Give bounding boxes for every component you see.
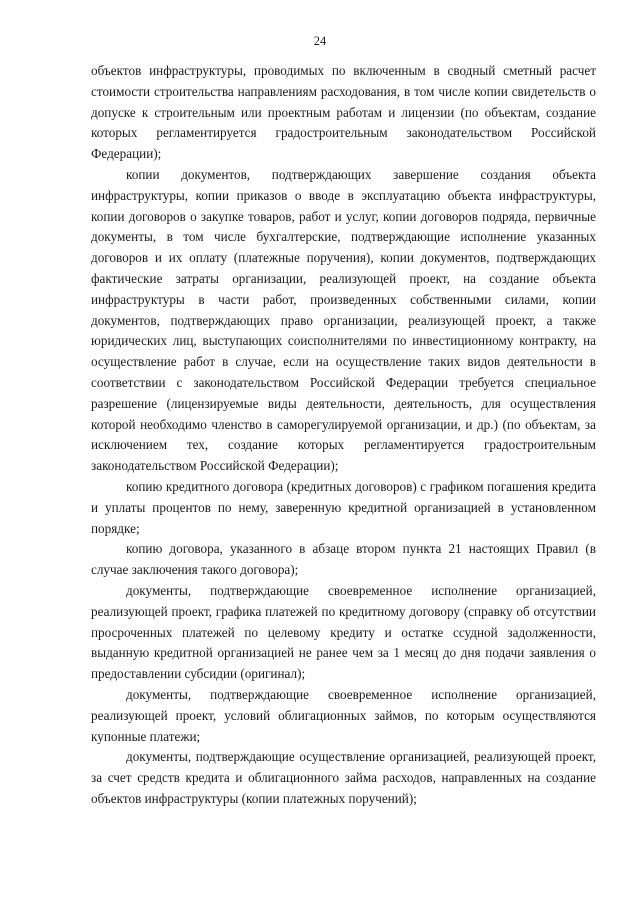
paragraph-payment-schedule: документы, подтверждающие своевременное исполнение организацией, реализующей проект, графика платежей по кредитному договору (справку об отсутствии просроченных платежей по целевому кредиту и остатке ссудной задолженности, выданную кредитной организацией не ранее чем за 1 месяц до дня подачи заявления о предоставлении субсидии (оригинал); (91, 582, 596, 682)
page-number: 24 (313, 34, 327, 48)
paragraph-expense-proof: документы, подтверждающие осуществление организацией, реализующей проект, за счет средств кредита и облигационного займа расходов, направленных на создание объектов инфраструктуры (копии платежных поручений); (91, 749, 596, 806)
paragraph-continuation: объектов инфраструктуры, проводимых по включенным в сводный сметный расчет стоимости строительства направлениям расходования, в том числе копии свидетельств о допуске к строительным или проектным работам и лицензии (по объектам, создание которых регламентируется градостроительным законодательством Российской Федерации); (91, 63, 596, 162)
paragraph-contract-copy: копию договора, указанного в абзаце втором пункта 21 настоящих Правил (в случае заключения такого договора); (91, 541, 596, 578)
document-body (91, 61, 596, 810)
paragraph-bond-coupons: документы, подтверждающие своевременное исполнение организацией, реализующей проект, условий облигационных займов, по которым осуществляются купонные платежи; (91, 686, 596, 744)
paragraph-completion-documents: копии документов, подтверждающих завершение создания объекта инфраструктуры, копии приказов о вводе в эксплуатацию объекта инфраструктуры, копии договоров о закупке товаров, работ и услуг, копии договоров подряда, первичные документы, в том числе бухгалтерские, подтверждающие исполнение указанных договоров и их оплату (платежные поручения), копии документов, подтверждающих фактические затраты организации, реализующей проект, на создание объекта инфраструктуры в части работ, произведенных собственными силами, копии документов, подтверждающих право организации, реализующей проект, а также юридических лиц, выступающих соисполнителями по инвестиционному контракту, на осуществление работ в случае, если на осуществление таких видов деятельности в соответствии с законодательством Российской Федерации требуется специальное разрешение (лицензируемые виды деятельности, деятельность, для осуществления которой необходимо членство в саморегулируемой организации, и др.) (по объектам, за исключением тех, создание которых регламентируется градостроительным законодательством Российской Федерации); (91, 166, 596, 474)
paragraph-credit-agreement: копию кредитного договора (кредитных договоров) с графиком погашения кредита и уплаты процентов по нему, заверенную кредитной организацией в установленном порядке; (91, 478, 596, 536)
